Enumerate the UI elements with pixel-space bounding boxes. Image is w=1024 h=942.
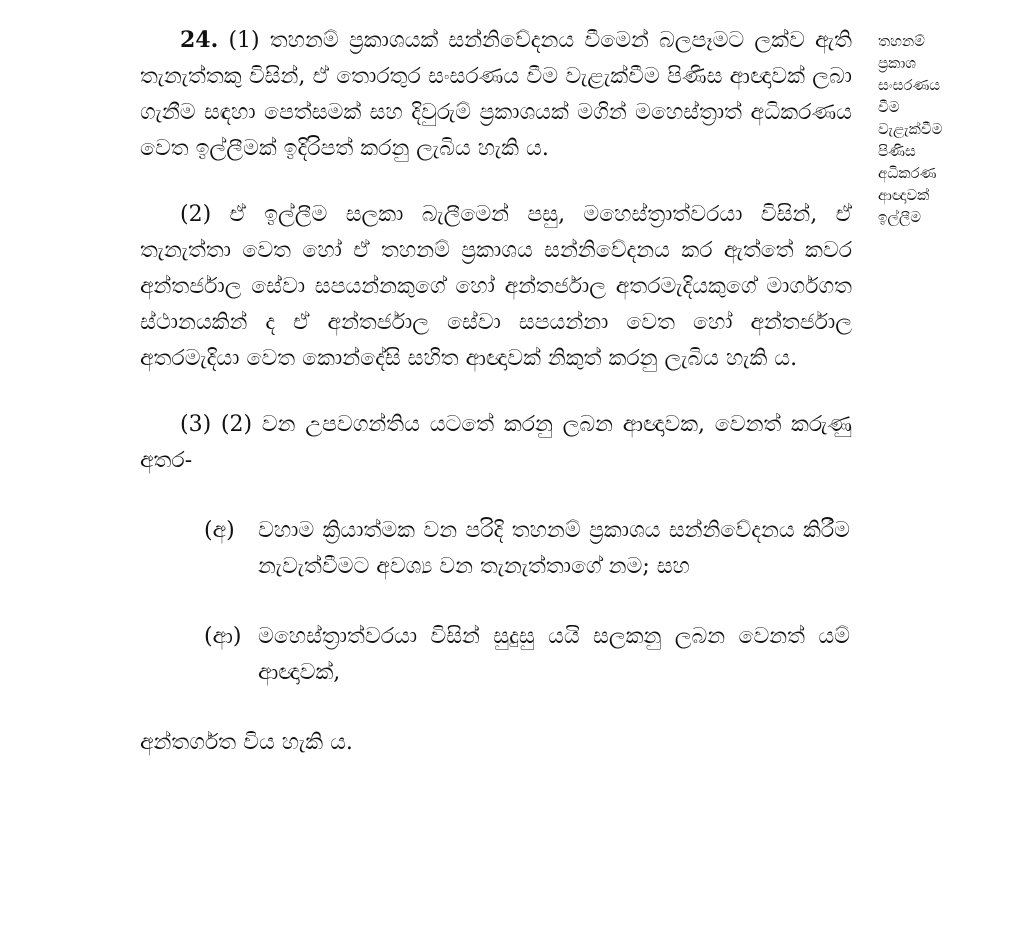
margin-note-line: සංසරණය [878,76,941,94]
list-item-aa [140,619,852,691]
closing-text: අන්තර්ගත විය හැකි ය. [140,730,353,755]
margin-note-line: වීම [878,98,900,116]
subsection-1-text: (1) තහනම් ප්‍රකාශයක් සන්නිවේදනය වීමෙන් බලපෑමට ලක්ව ඇති තැනැත්තකු විසින්, ඒ තොරතුර සංසරණය වීම වැළැක්වීම පිණිස ආඥාවක් ලබා ගැනීම සඳහා පෙත්සමක් සහ දිවුරුම් ප්‍රකාශයක් මගින් මහෙස්ත්‍රාත් අධිකරණය වෙත ඉල්ලීමක් ඉදිරිපත් කරනු ලැබිය හැකි ය. [140,28,853,161]
list-item-a [140,513,852,585]
section-number: 24. [180,27,219,53]
list-item-aa-text: මහෙස්ත්‍රාත්වරයා විසින් සුදුසු යයි සලකනු ලබන වෙනත් යම් ආඥාවක්, [258,624,850,685]
margin-note-line: තහනම් [878,32,925,50]
subsection-2-text: (2) ඒ ඉල්ලීම සලකා බැලීමෙන් පසු, මහෙස්ත්‍රාත්වරයා විසින්, ඒ තැනැත්තා වෙත හෝ ඒ තහනම් ප්‍රකාශය සන්නිවේදනය කර ඇත්තේ කවර අන්තර්ජාල සේවා සපයන්නකුගේ හෝ අන්තර්ජාල අතරමැදියකුගේ මාර්ගගත ස්ථානයකින් ද ඒ අන්තර්ජාල සේවා සපයන්නා වෙත හෝ අන්තර්ජාල අතරමැදියා වෙත කොන්දේසි සහිත ආඥාවක් නිකුත් කරනු ලැබිය හැකි ය. [140,202,852,371]
margin-note-line: ඉල්ලීම [878,208,922,226]
margin-note-line: පිණිස [878,142,916,160]
subsection-2 [140,197,852,377]
margin-note-line: අධිකරණ [878,164,937,182]
margin-note-line: ආඥාවක් [878,186,930,204]
margin-note-line: ප්‍රකාශ [878,54,916,72]
section-body [140,22,852,783]
margin-note-line: වැළැක්වීම [878,120,943,138]
subsection-1 [140,22,852,167]
subsection-3-text: (3) (2) වන උපවගන්තිය යටතේ කරනු ලබන ආඥාවක, වෙනත් කරුණු අතර- [140,412,852,473]
margin-note [878,30,1008,228]
list-item-a-label: (අ) [204,518,235,543]
list-item-a-text: වහාම ක්‍රියාත්මක වන පරිදි තහනම් ප්‍රකාශය සන්නිවේදනය කිරීම නැවැත්වීමට අවශ්‍ය වන තැනැත්තාගේ නම; සහ [258,518,850,579]
subsection-3 [140,407,852,479]
list-item-aa-label: (ආ) [204,624,242,649]
